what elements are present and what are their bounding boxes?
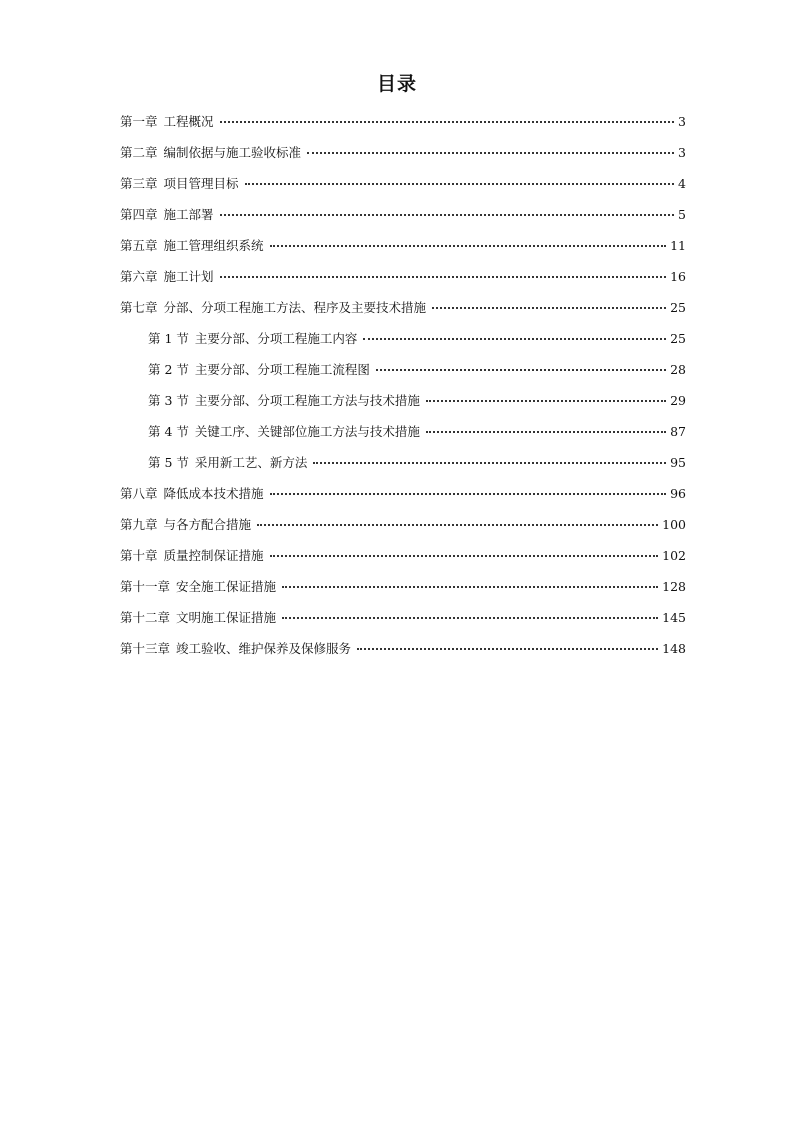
toc-entry-heading xyxy=(120,540,264,571)
toc-entry-title: 降低成本技术措施 xyxy=(163,486,264,501)
toc-entry-number: 第十一章 xyxy=(120,579,171,594)
toc-entry-number: 第 4 节 xyxy=(148,424,189,439)
dot-leader xyxy=(220,276,667,278)
toc-section-entry[interactable] xyxy=(120,354,686,385)
dot-leader xyxy=(357,648,658,650)
dot-leader xyxy=(363,338,666,340)
dot-leader xyxy=(307,152,674,154)
toc-entry-title: 项目管理目标 xyxy=(163,176,239,191)
toc-page-number: 145 xyxy=(662,610,686,625)
toc-entry-title: 主要分部、分项工程施工内容 xyxy=(194,331,358,346)
dot-leader xyxy=(426,431,666,433)
dot-leader xyxy=(245,183,675,185)
dot-leader xyxy=(270,493,667,495)
dot-leader xyxy=(282,617,658,619)
toc-page-number: 128 xyxy=(662,579,686,594)
toc-entry-number: 第十二章 xyxy=(120,610,171,625)
toc-entry-heading xyxy=(120,509,251,540)
toc-entry-number: 第九章 xyxy=(120,517,158,532)
toc-entry-number: 第五章 xyxy=(120,238,158,253)
toc-entry-title: 施工部署 xyxy=(163,207,214,222)
toc-chapter-entry[interactable] xyxy=(120,292,686,323)
toc-entry-title: 主要分部、分项工程施工流程图 xyxy=(194,362,370,377)
toc-page-number: 95 xyxy=(670,455,686,470)
dot-leader xyxy=(220,214,675,216)
toc-entry-heading xyxy=(120,230,264,261)
toc-entry-heading xyxy=(148,385,420,416)
toc-chapter-entry[interactable] xyxy=(120,199,686,230)
toc-entry-heading xyxy=(120,633,351,664)
toc-entry-title: 竣工验收、维护保养及保修服务 xyxy=(176,641,352,656)
toc-section-entry[interactable] xyxy=(120,323,686,354)
toc-chapter-entry[interactable] xyxy=(120,571,686,602)
toc-entry-heading xyxy=(120,261,214,292)
dot-leader xyxy=(270,555,659,557)
toc-entry-heading xyxy=(120,292,426,323)
toc-chapter-entry[interactable] xyxy=(120,540,686,571)
toc-entry-number: 第四章 xyxy=(120,207,158,222)
toc-entry-title: 主要分部、分项工程施工方法与技术措施 xyxy=(194,393,420,408)
toc-entry-title: 施工管理组织系统 xyxy=(163,238,264,253)
toc-page-number: 16 xyxy=(670,269,686,284)
toc-entry-number: 第 2 节 xyxy=(148,362,189,377)
toc-page-number: 148 xyxy=(662,641,686,656)
toc-entry-heading xyxy=(120,602,276,633)
toc-entry-heading xyxy=(148,416,420,447)
toc-entry-heading xyxy=(120,571,276,602)
toc-entry-title: 质量控制保证措施 xyxy=(163,548,264,563)
toc-section-entry[interactable] xyxy=(120,447,686,478)
toc-page-number: 5 xyxy=(678,207,686,222)
dot-leader xyxy=(220,121,675,123)
toc-entry-heading xyxy=(148,447,307,478)
toc-entry-number: 第七章 xyxy=(120,300,158,315)
toc-entry-title: 安全施工保证措施 xyxy=(176,579,277,594)
toc-page-number: 87 xyxy=(670,424,686,439)
toc-section-entry[interactable] xyxy=(120,385,686,416)
dot-leader xyxy=(270,245,667,247)
toc-chapter-entry[interactable] xyxy=(120,261,686,292)
toc-page-number: 25 xyxy=(670,300,686,315)
toc-chapter-entry[interactable] xyxy=(120,137,686,168)
toc-entry-number: 第 1 节 xyxy=(148,331,189,346)
toc-entry-number: 第六章 xyxy=(120,269,158,284)
dot-leader xyxy=(257,524,658,526)
toc-entry-number: 第 5 节 xyxy=(148,455,189,470)
toc-entry-heading xyxy=(148,323,357,354)
page-title: 目录 xyxy=(376,73,417,95)
toc-page-number: 4 xyxy=(678,176,686,191)
toc-chapter-entry[interactable] xyxy=(120,509,686,540)
toc-entry-title: 编制依据与施工验收标准 xyxy=(163,145,302,160)
toc-entry-number: 第 3 节 xyxy=(148,393,189,408)
toc-entry-heading xyxy=(148,354,370,385)
toc-page-number: 29 xyxy=(670,393,686,408)
toc-chapter-entry[interactable] xyxy=(120,168,686,199)
toc-section-entry[interactable] xyxy=(120,416,686,447)
toc-page-number: 100 xyxy=(662,517,686,532)
dot-leader xyxy=(313,462,666,464)
toc-entry-heading xyxy=(120,168,239,199)
toc-entry-number: 第一章 xyxy=(120,114,158,129)
dot-leader xyxy=(282,586,658,588)
toc-entry-number: 第十章 xyxy=(120,548,158,563)
toc-entry-heading xyxy=(120,137,301,168)
toc-page-number: 102 xyxy=(662,548,686,563)
toc-entry-title: 关键工序、关键部位施工方法与技术措施 xyxy=(194,424,420,439)
toc-entry-number: 第十三章 xyxy=(120,641,171,656)
dot-leader xyxy=(432,307,666,309)
dot-leader xyxy=(376,369,666,371)
toc-page-number: 3 xyxy=(678,145,686,160)
toc-list xyxy=(120,106,686,664)
toc-page-number: 28 xyxy=(670,362,686,377)
toc-chapter-entry[interactable] xyxy=(120,633,686,664)
toc-page-number: 3 xyxy=(678,114,686,129)
toc-entry-heading xyxy=(120,478,264,509)
toc-chapter-entry[interactable] xyxy=(120,230,686,261)
dot-leader xyxy=(426,400,666,402)
toc-entry-number: 第二章 xyxy=(120,145,158,160)
toc-chapter-entry[interactable] xyxy=(120,106,686,137)
toc-entry-title: 工程概况 xyxy=(163,114,214,129)
toc-entry-title: 与各方配合措施 xyxy=(163,517,252,532)
toc-entry-number: 第三章 xyxy=(120,176,158,191)
toc-entry-heading xyxy=(120,106,214,137)
toc-entry-title: 分部、分项工程施工方法、程序及主要技术措施 xyxy=(163,300,427,315)
toc-entry-title: 施工计划 xyxy=(163,269,214,284)
toc-entry-title: 采用新工艺、新方法 xyxy=(194,455,308,470)
toc-page-number: 96 xyxy=(670,486,686,501)
toc-entry-heading xyxy=(120,199,214,230)
toc-entry-title: 文明施工保证措施 xyxy=(176,610,277,625)
toc-page-number: 11 xyxy=(670,238,686,253)
toc-entry-number: 第八章 xyxy=(120,486,158,501)
toc-chapter-entry[interactable] xyxy=(120,602,686,633)
toc-page-number: 25 xyxy=(670,331,686,346)
toc-chapter-entry[interactable] xyxy=(120,478,686,509)
